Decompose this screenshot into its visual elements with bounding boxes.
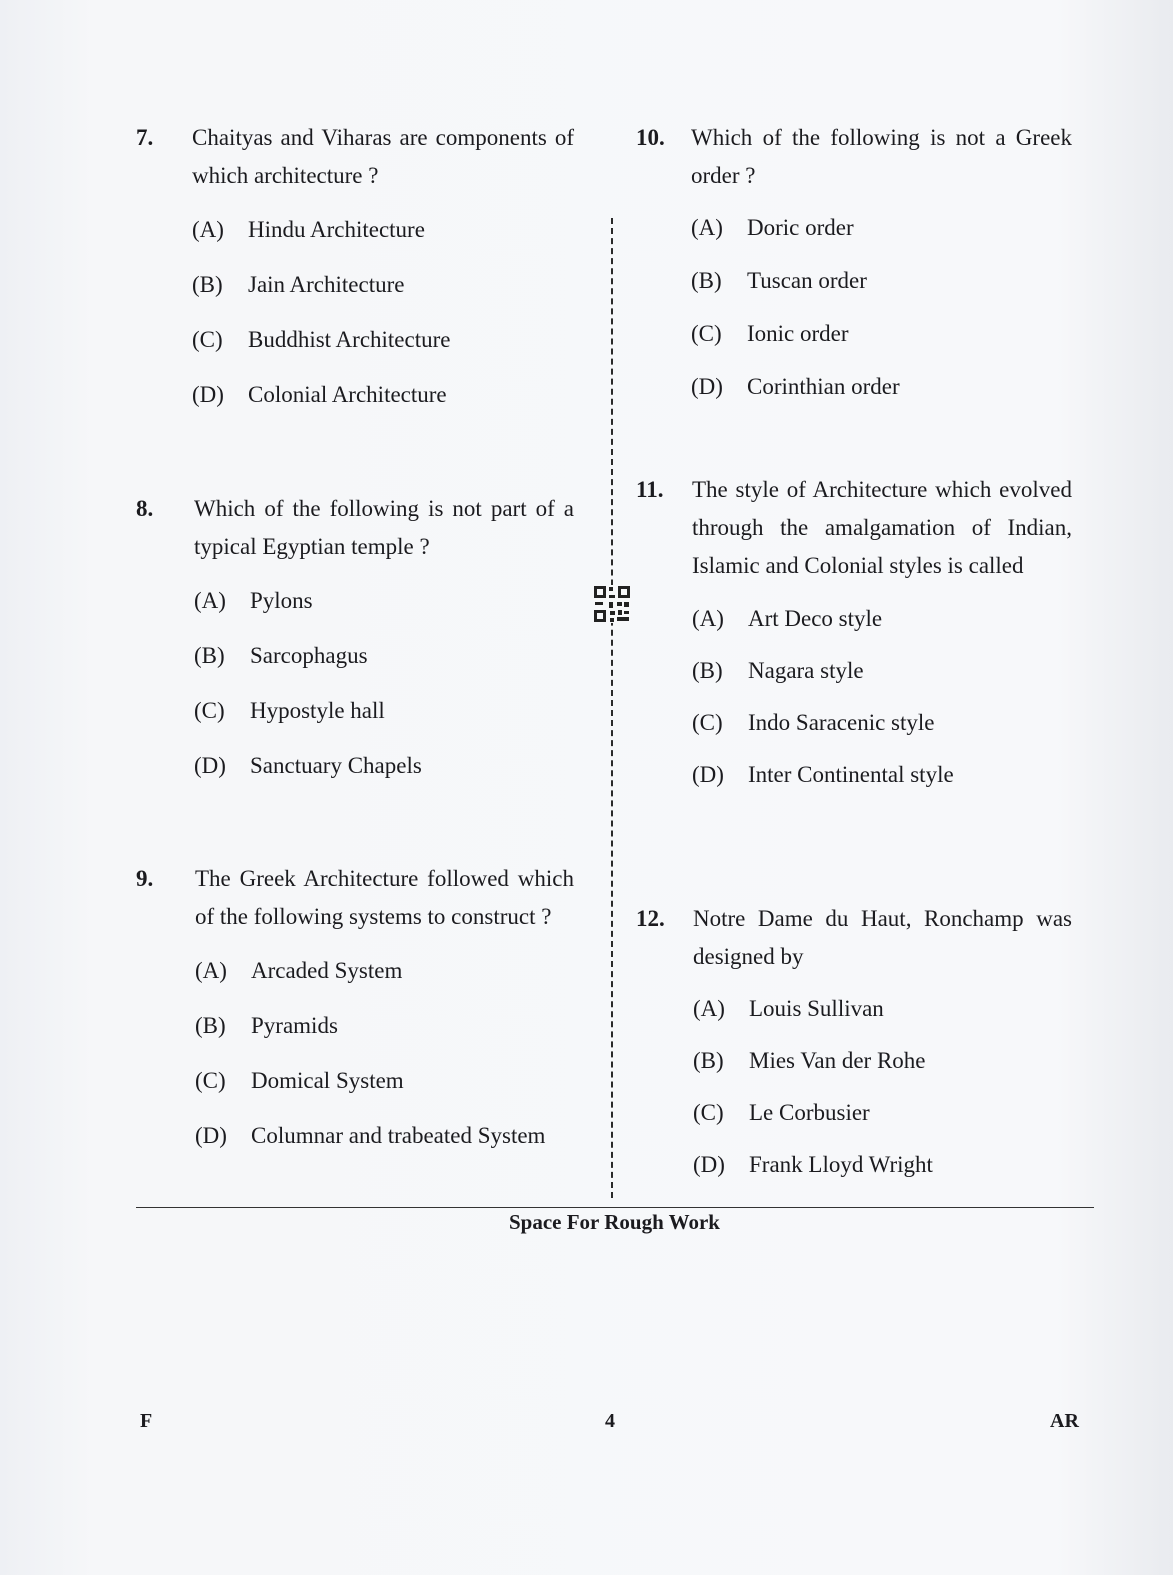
question-number: 7. — [136, 125, 154, 150]
option-a: (A) Hindu Architecture — [192, 217, 425, 242]
option-a: (A) Pylons — [194, 588, 313, 613]
question-text: The style of Architecture which evolved through the amalgamation of Indian, Islamic and Colonial styles is called — [692, 477, 1072, 578]
rough-work-rule — [136, 1207, 1094, 1208]
option-a: (A) Arcaded System — [195, 958, 403, 983]
option-d: (D) Inter Continental style — [692, 762, 954, 787]
column-divider — [611, 218, 613, 1198]
option-d: (D) Corinthian order — [691, 374, 900, 399]
option-d: (D) Frank Lloyd Wright — [693, 1152, 933, 1177]
option-a: (A) Art Deco style — [692, 606, 883, 631]
qr-code-icon — [593, 585, 631, 623]
option-b: (B) Pyramids — [195, 1013, 338, 1038]
question-12 — [636, 900, 1072, 1198]
question-text: Chaityas and Viharas are components of which architecture ? — [192, 125, 574, 188]
question-number: 11. — [636, 477, 664, 502]
question-text: Which of the following is not a Greek order ? — [691, 125, 1072, 188]
question-text: The Greek Architecture followed which of the following systems to construct ? — [195, 866, 574, 929]
option-d: (D) Colonial Architecture — [192, 382, 447, 407]
question-number: 9. — [136, 866, 154, 891]
option-b: (B) Sarcophagus — [194, 643, 368, 668]
question-11 — [636, 471, 1072, 808]
option-c: (C) Ionic order — [691, 321, 849, 346]
option-d: (D) Sanctuary Chapels — [194, 753, 422, 778]
page-number: 4 — [605, 1410, 615, 1432]
question-number: 8. — [136, 496, 154, 521]
option-c: (C) Hypostyle hall — [194, 698, 385, 723]
question-9 — [136, 860, 576, 1172]
option-d: (D) Columnar and trabeated System — [195, 1123, 546, 1148]
option-b: (B) Tuscan order — [691, 268, 867, 293]
question-number: 12. — [636, 906, 665, 931]
option-b: (B) Nagara style — [692, 658, 864, 683]
footer-right-code: AR — [1050, 1410, 1079, 1432]
question-text: Which of the following is not part of a typical Egyptian temple ? — [194, 496, 574, 559]
option-c: (C) Domical System — [195, 1068, 404, 1093]
question-number: 10. — [636, 125, 665, 150]
question-8 — [136, 490, 576, 802]
option-c: (C) Buddhist Architecture — [192, 327, 451, 352]
question-text: Notre Dame du Haut, Ronchamp was designed by — [693, 906, 1072, 969]
question-10 — [636, 119, 1072, 421]
rough-work-heading: Space For Rough Work — [508, 1210, 720, 1234]
footer-left-code: F — [140, 1410, 153, 1432]
option-b: (B) Jain Architecture — [192, 272, 405, 297]
option-a: (A) Louis Sullivan — [693, 996, 884, 1021]
question-7 — [136, 119, 576, 431]
option-c: (C) Le Corbusier — [693, 1100, 870, 1125]
option-a: (A) Doric order — [691, 215, 854, 240]
option-b: (B) Mies Van der Rohe — [693, 1048, 926, 1073]
option-c: (C) Indo Saracenic style — [692, 710, 935, 735]
